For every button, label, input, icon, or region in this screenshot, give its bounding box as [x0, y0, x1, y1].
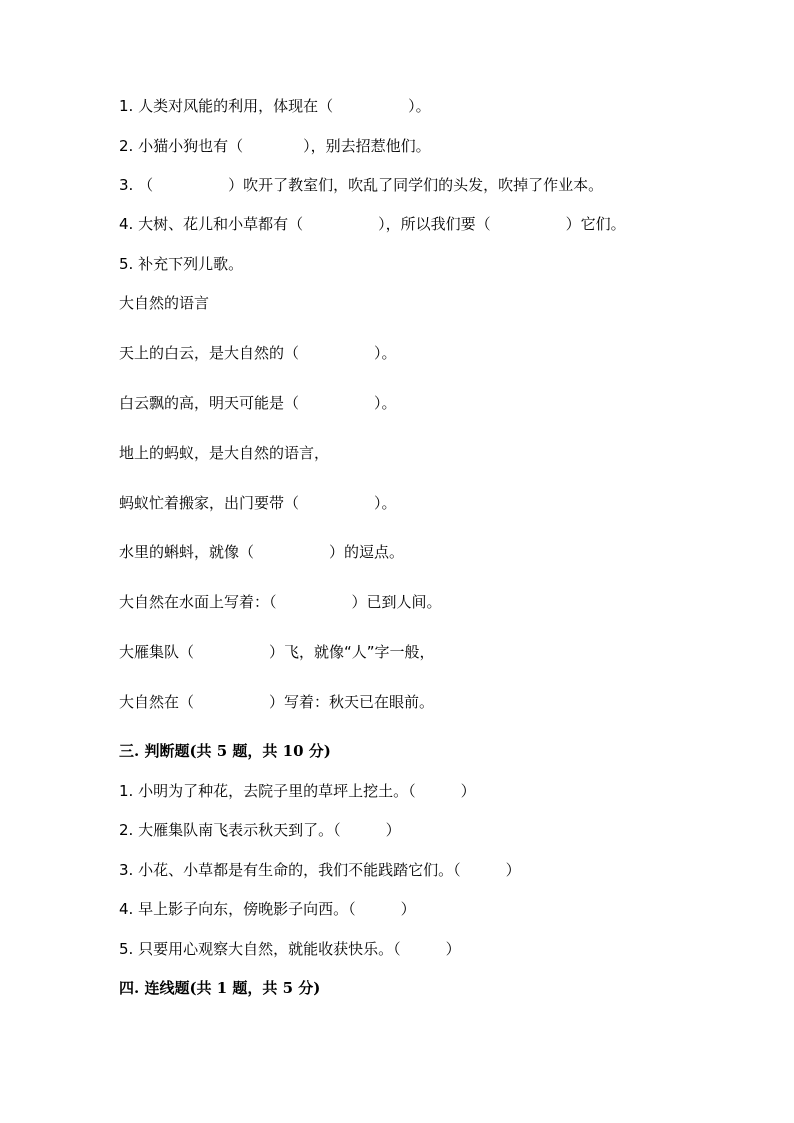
match-section-heading: 四. 连线题(共 1 题，共 5 分)	[119, 979, 321, 997]
poem-line: 大自然在（ ）写着：秋天已在眼前。	[119, 693, 435, 711]
poem-title: 大自然的语言	[119, 294, 210, 312]
fill-question-1: 1. 人类对风能的利用，体现在（ ）。	[119, 97, 431, 115]
judge-question-4: 4. 早上影子向东，傍晚影子向西。（ ）	[119, 900, 416, 918]
judge-question-2: 2. 大雁集队南飞表示秋天到了。（ ）	[119, 821, 401, 839]
poem-line: 白云飘的高，明天可能是（ ）。	[119, 394, 397, 412]
fill-question-3: 3. （ ）吹开了教室们，吹乱了同学们的头发，吹掉了作业本。	[119, 176, 604, 194]
poem-line: 大自然在水面上写着：（ ）已到人间。	[119, 593, 442, 611]
judge-question-5: 5. 只要用心观察大自然，就能收获快乐。（ ）	[119, 940, 461, 958]
poem-line: 天上的白云，是大自然的（ ）。	[119, 344, 397, 362]
poem-line: 地上的蚂蚁，是大自然的语言，	[119, 444, 330, 462]
fill-question-2: 2. 小猫小狗也有（ ），别去招惹他们。	[119, 137, 431, 155]
fill-question-5: 5. 补充下列儿歌。	[119, 255, 244, 273]
poem-line: 水里的蝌蚪，就像（ ）的逗点。	[119, 543, 405, 561]
judge-question-3: 3. 小花、小草都是有生命的，我们不能践踏它们。（ ）	[119, 861, 521, 879]
poem-line: 蚂蚁忙着搬家，出门要带（ ）。	[119, 494, 397, 512]
judge-question-1: 1. 小明为了种花，去院子里的草坪上挖土。（ ）	[119, 782, 476, 800]
fill-question-4: 4. 大树、花儿和小草都有（ ），所以我们要（ ）它们。	[119, 215, 626, 233]
poem-line: 大雁集队（ ）飞，就像“人”字一般，	[119, 643, 435, 661]
judge-section-heading: 三. 判断题(共 5 题，共 10 分)	[119, 742, 331, 760]
